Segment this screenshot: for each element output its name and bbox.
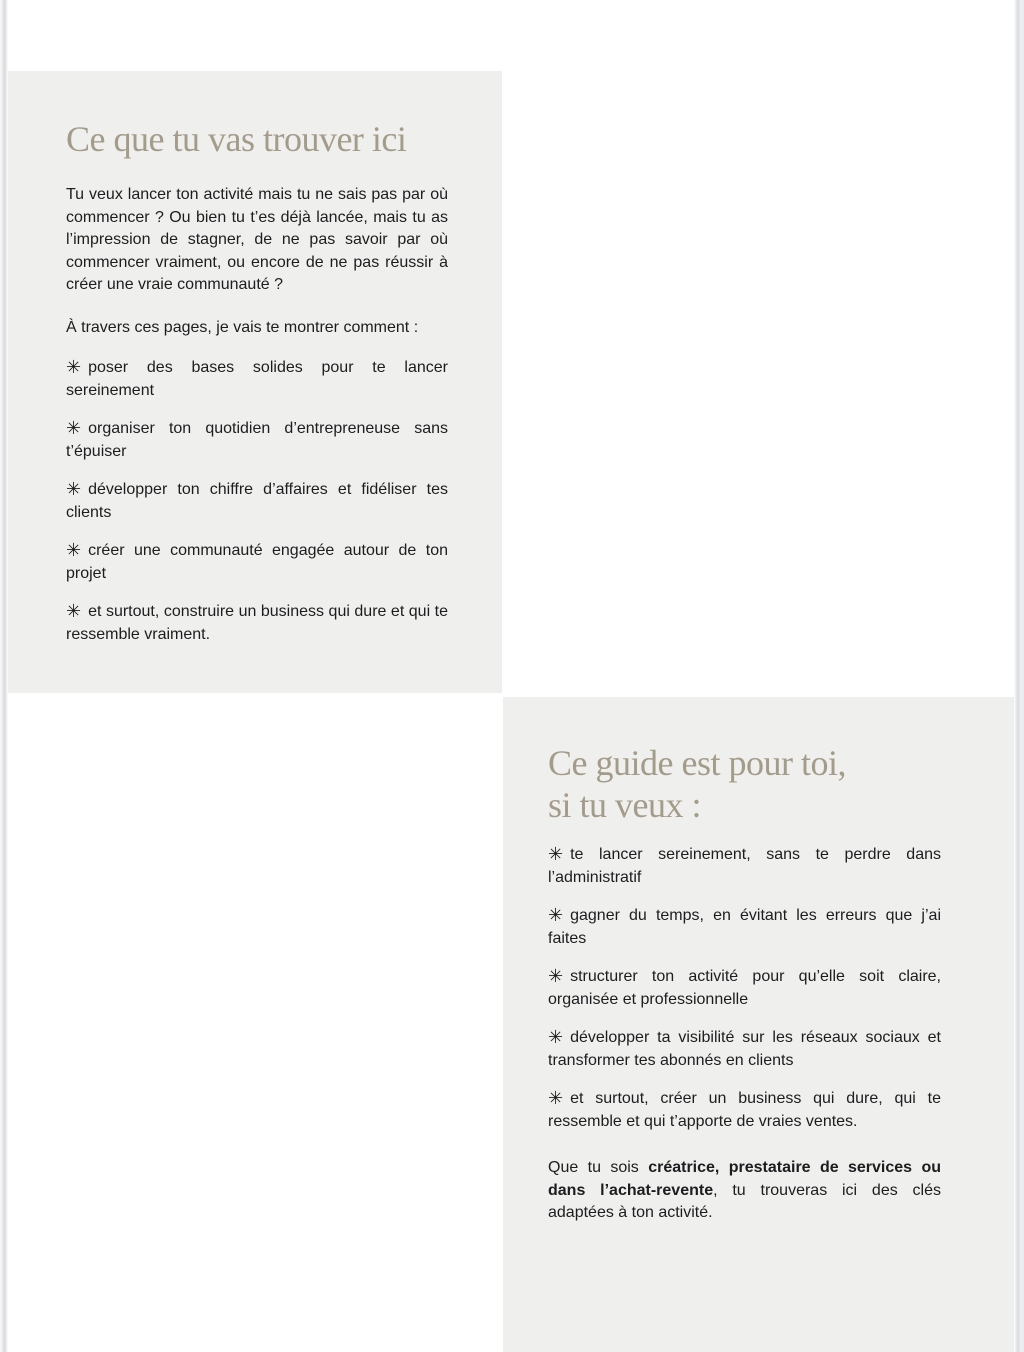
closing-bold-text: créatrice, prestataire de services ou dans l’achat-revente [548, 1159, 942, 1199]
section2-bullet-item [548, 903, 941, 950]
bullet-text: te lancer sereinement, sans te perdre dans l’administratif [548, 846, 941, 886]
bullet-text: et surtout, créer un business qui dure, qui te ressemble et qui t’apporte de vraies ventes. [548, 1090, 941, 1130]
section2-bullet-item [548, 842, 941, 889]
section1-bullet-item [66, 477, 448, 524]
closing-prefix: Que tu sois [548, 1159, 649, 1176]
section1-intro-paragraph: Tu veux lancer ton activité mais tu ne sais pas par où commencer ? Ou bien tu t’es déjà lancée, mais tu as l’impression de stagner, de ne pas savoir par où commencer vraiment, ou encore de ne pas réussir à créer une vraie communauté ? [66, 186, 448, 293]
asterisk-bullet-icon: ✳ [548, 1027, 564, 1047]
section2-bullet-item [548, 964, 941, 1011]
bullet-text: créer une communauté engagée autour de ton projet [66, 542, 448, 582]
asterisk-bullet-icon: ✳ [66, 418, 82, 438]
asterisk-bullet-icon: ✳ [548, 966, 564, 986]
section1-title: Ce que tu vas trouver ici [66, 119, 407, 159]
asterisk-bullet-icon: ✳ [66, 357, 82, 377]
section1-bullet-item [66, 416, 448, 463]
section1-bullet-item [66, 355, 448, 402]
section-this-guide-is-for-you [503, 697, 1016, 1352]
page-left-edge [0, 0, 8, 1352]
bullet-text: développer ta visibilité sur les réseaux sociaux et transformer tes abonnés en clients [548, 1029, 941, 1069]
bullet-text: structurer ton activité pour qu’elle soit claire, organisée et professionnelle [548, 968, 941, 1008]
section2-title [548, 742, 941, 826]
bullet-text: poser des bases solides pour te lancer sereinement [66, 359, 448, 399]
section2-closing-paragraph [548, 1157, 941, 1225]
bullet-text: organiser ton quotidien d’entrepreneuse sans t’épuiser [66, 420, 448, 460]
section2-bullet-item [548, 1086, 941, 1133]
section2-bullet-item [548, 1025, 941, 1072]
bullet-text: développer ton chiffre d’affaires et fidéliser tes clients [66, 481, 448, 521]
section-what-you-will-find [8, 71, 502, 693]
section2-title-line1: Ce guide est pour toi, [548, 743, 846, 783]
bullet-text: et surtout, construire un business qui dure et qui te ressemble vraiment. [66, 603, 448, 643]
asterisk-bullet-icon: ✳ [66, 479, 82, 499]
asterisk-bullet-icon: ✳ [66, 601, 82, 621]
section1-bullet-item [66, 599, 448, 646]
asterisk-bullet-icon: ✳ [548, 905, 564, 925]
section2-title-line2: si tu veux : [548, 785, 701, 825]
closing-suffix: , tu trouveras ici des clés adaptées à ton activité. [548, 1181, 941, 1221]
asterisk-bullet-icon: ✳ [548, 844, 564, 864]
asterisk-bullet-icon: ✳ [548, 1088, 564, 1108]
section1-bullet-item [66, 538, 448, 585]
asterisk-bullet-icon: ✳ [66, 540, 82, 560]
section1-lead-in: À travers ces pages, je vais te montrer comment : [66, 318, 419, 336]
bullet-text: gagner du temps, en évitant les erreurs que j’ai faites [548, 907, 941, 947]
